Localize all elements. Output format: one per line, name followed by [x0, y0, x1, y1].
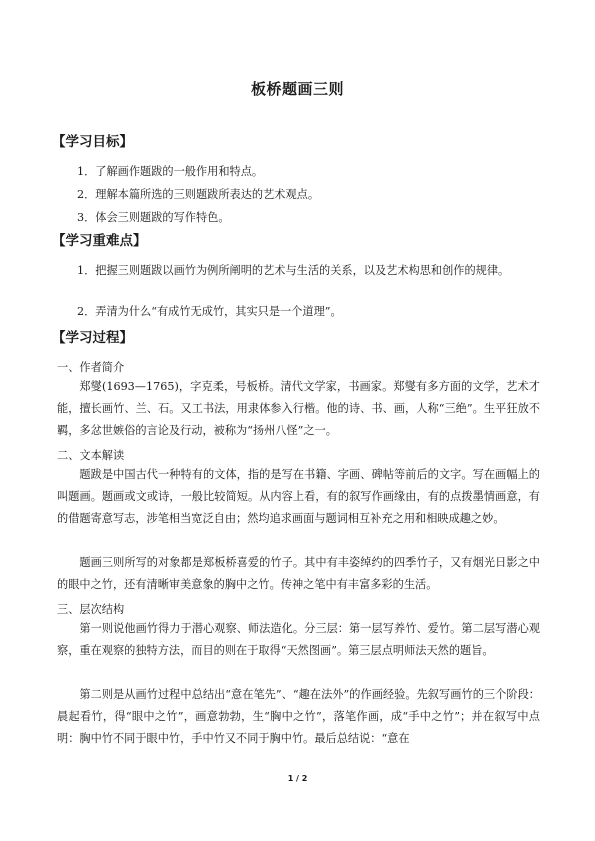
process-heading: 【学习过程】 [52, 330, 133, 346]
text-paragraph-2: 题画三则所写的对象都是郑板桥喜爱的竹子。其中有丰姿绰约的四季竹子，又有烟光日影之中的眼中之竹，还有清晰审美意象的胸中之竹。传神之笔中有丰富多彩的生活。 [57, 556, 540, 591]
objective-item: 1．了解画作题跋的一般作用和特点。 [77, 165, 264, 178]
author-heading: 一、作者简介 [57, 361, 125, 374]
key-point-item: 2．弄清为什么“有成竹无成竹，其实只是一个道理”。 [77, 305, 342, 318]
structure-heading: 三、层次结构 [57, 603, 125, 616]
key-point-item: 1．把握三则题跋以画竹为例所阐明的艺术与生活的关系，以及艺术构思和创作的规律。 [77, 264, 510, 277]
text-paragraph-1: 题跋是中国古代一种特有的文体，指的是写在书籍、字画、碑帖等前后的文字。写在画幅上的叫题画。题画或文或诗，一般比较简短。从内容上看，有的叙写作画缘由，有的点拨墨情画意，有的借题寄意写志，涉笔相当宽泛自由；然均追求画面与题词相互补充之用和相映成趣之妙。 [57, 468, 540, 525]
structure-paragraph-1: 第一则说他画竹得力于潜心观察、师法造化。分三层：第一层写养竹、爱竹。第二层写潜心观察，重在观察的独特方法，而目的则在于取得“天然图画”。第三层点明师法天然的题旨。 [57, 622, 540, 657]
text-heading: 二、文本解读 [57, 449, 125, 462]
objective-item: 3．体会三则题跋的写作特色。 [77, 211, 230, 224]
author-paragraph: 郑燮(1693—1765)，字克柔，号板桥。清代文学家，书画家。郑燮有多方面的文学，艺术才能，擅长画竹、兰、石。又工书法，用隶体参入行楷。他的诗、书、画，人称“三绝”。生平狂放不羁，多忿世嫉俗的言论及行动，被称为“扬州八怪”之一。 [57, 380, 540, 437]
page-number: 1 / 2 [287, 774, 308, 783]
objectives-heading: 【学习目标】 [52, 134, 133, 150]
structure-paragraph-2: 第二则是从画竹过程中总结出“意在笔先”、“趣在法外”的作画经验。先叙写画竹的三个阶段：晨起看竹，得“眼中之竹”，画意勃勃，生“胸中之竹”，落笔作画，成“手中之竹”；并在叙写中点明：胸中竹不同于眼中竹，手中竹又不同于胸中竹。最后总结说：“意在 [57, 688, 540, 745]
objective-item: 2．理解本篇所选的三则题跋所表达的艺术观点。 [77, 188, 320, 201]
key-points-heading: 【学习重难点】 [52, 233, 147, 249]
page-title: 板桥题画三则 [250, 80, 344, 98]
